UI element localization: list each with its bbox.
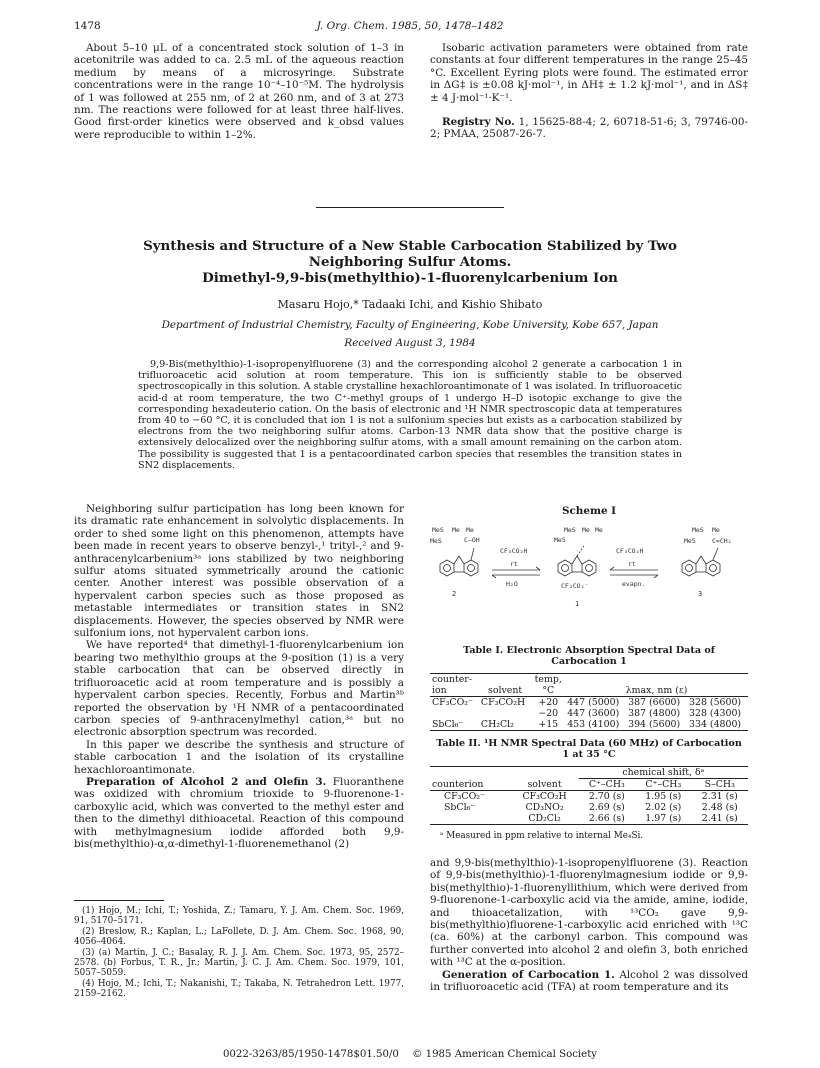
- body-paragraph: We have reported⁴ that dimethyl-1-fluorenylcarbenium ion bearing two methylthio groups at the 9-position (1) is a very stable carbocation that can be observed directly in trifluoroacetic acid at room temperature and is possibly a hypervalent carbon species. Recently, Forbus and Martin³ᵇ reported the observation by ¹H NMR of a pentacoordinated carbon species of 9-anthracenylmethyl cation,³ᵃ but no electronic absorption spectrum was recorded.: [74, 639, 404, 739]
- scheme-label: MeS: [564, 526, 576, 534]
- table-cell: [479, 708, 531, 719]
- cation-1-structure: [558, 546, 596, 576]
- footnotes: [74, 906, 404, 1000]
- body-paragraph: In this paper we describe the synthesis and structure of stable carbocation 1 and the isolation of its crystalline hexachloroantimonate.: [74, 738, 404, 776]
- body-column-left: [74, 503, 404, 850]
- anion-label: CF₃CO₂⁻: [561, 582, 589, 590]
- table-cell: 1.95 (s): [645, 791, 682, 802]
- table-cell: SbCl₆⁻: [444, 802, 476, 813]
- table-cell: 2.02 (s): [645, 802, 682, 813]
- previous-article-right: [430, 42, 748, 141]
- col-header: counter-: [432, 674, 472, 685]
- table-cell: CF₃CO₂⁻: [432, 697, 474, 708]
- body-column-right: [430, 857, 748, 993]
- page-footer: [0, 1049, 820, 1060]
- col-header: [511, 767, 579, 779]
- body-paragraph: [74, 776, 404, 850]
- caption-line: 1 at 35 °C: [562, 749, 616, 761]
- caption-line: Table I. Electronic Absorption Spectral Data of: [463, 645, 715, 656]
- col-header: [565, 674, 748, 686]
- running-header: [74, 20, 746, 34]
- scheme-title: Scheme I: [561, 505, 617, 517]
- table-cell: 447 (5000): [567, 697, 620, 708]
- reagent-label: CF₃CO₂H: [500, 547, 528, 555]
- scheme-label: Me: [595, 526, 603, 534]
- scheme-label: MeS: [684, 537, 696, 545]
- registry-label: Registry No.: [442, 116, 515, 129]
- received-date: Received August 3, 1984: [344, 337, 476, 349]
- table-cell: 2.41 (s): [701, 813, 738, 824]
- table-row: [430, 708, 748, 719]
- col-header: S–CH₃: [704, 779, 735, 790]
- scheme-label: Me: [466, 526, 474, 534]
- title-line: Synthesis and Structure of a New Stable Carbocation Stabilized by Two: [143, 238, 677, 254]
- scheme-label: MeS: [430, 537, 442, 545]
- previous-article-left: [74, 42, 404, 141]
- table-cell: 2.69 (s): [588, 802, 625, 813]
- table-cell: 447 (3600): [567, 708, 620, 719]
- scheme-diagram: [430, 518, 748, 640]
- footnote: (2) Breslow, R.; Kaplan, L.; LaFollete, D. J. Am. Chem. Soc. 1968, 90, 4056–4064.: [74, 926, 404, 948]
- table-cell: 387 (4800): [628, 708, 681, 719]
- table2-caption: [430, 738, 748, 761]
- scheme-label: C–OH: [464, 536, 480, 544]
- affiliation: Department of Industrial Chemistry, Faculty of Engineering, Kobe University, Kobe 657, Japan: [161, 319, 659, 331]
- copyright: © 1985 American Chemical Society: [412, 1049, 598, 1060]
- registry-numbers: [430, 116, 748, 141]
- footnote: (1) Hojo, M.; Ichi, T.; Yoshida, Z.; Tamaru, Y. J. Am. Chem. Soc. 1969, 91, 5170–5171.: [74, 906, 404, 927]
- col-header: temp,: [534, 674, 562, 685]
- abstract-text: 9,9-Bis(methylthio)-1-isopropenylfluorene (3) and the corresponding alcohol 2 generate a carbocation 1 in trifluoroacetic acid solution at room temperature. This ion is sufficiently stable to be observed spectroscopically in this solution. A stable crystalline hexachloroantimonate of 1 was isolated. In trifluoroacetic acid-d at room temperature, the two C⁺-methyl groups of 1 undergo H–D isotopic exchange to give the corresponding hexadeuterio cation. On the basis of electronic and ¹H NMR spectroscopic data at temperatures from 40 to −60 °C, it is concluded that ion 1 is not a sulfonium species but exists as a carbocation stabilized by electrons from the two neighboring sulfur atoms. Carbon-13 NMR data show that the positive charge is extensively delocalized over the neighboring sulfur atoms, with a small amount remaining on the carbon atom. The possibility is suggested that 1 is a pentacoordinated carbon species that resembles the transition states in SN2 displacements.: [138, 359, 683, 471]
- condition-label: rt: [628, 560, 636, 568]
- table-cell: 2.31 (s): [701, 791, 738, 802]
- title-line: Dimethyl-9,9-bis(methylthio)-1-fluorenylcarbenium Ion: [202, 270, 618, 286]
- table-cell: CD₂Cl₂: [528, 813, 561, 824]
- table-cell: CD₃NO₂: [525, 802, 564, 813]
- scheme-label: Me: [582, 526, 590, 534]
- footnote: (3) (a) Martin, J. C.; Basalay, R. J. J. Am. Chem. Soc. 1973, 95, 2572–2578. (b) Forbus, T. R., Jr.; Martin, J. C. J. Am. Chem. Soc. 1979, 101, 5057–5059.: [74, 947, 404, 979]
- reagent-label: H₂O: [506, 580, 518, 588]
- table-row: [430, 719, 748, 731]
- table-cell: 328 (5600): [689, 697, 742, 708]
- article-title: [80, 238, 740, 286]
- table-row: [430, 697, 748, 709]
- caption-line: Carbocation 1: [551, 656, 627, 668]
- table-cell: −20: [538, 708, 559, 719]
- table-cell: [430, 708, 479, 719]
- table1-caption: [430, 645, 748, 668]
- equilibrium-arrows: [492, 567, 540, 578]
- table-cell: 1.97 (s): [645, 813, 682, 824]
- condition-label: evapn.: [622, 580, 646, 588]
- table-row: [430, 791, 748, 803]
- footnote: (4) Hojo, M.; Ichi, T.; Nakanishi, T.; Takaba, N. Tetrahedron Lett. 1977, 2159–2162.: [74, 978, 404, 1000]
- body-paragraph: [430, 969, 748, 994]
- table-cell: CH₂Cl₂: [480, 719, 514, 730]
- table-cell: 328 (4300): [689, 708, 742, 719]
- col-header: C⁺–CH₃: [588, 779, 625, 790]
- col-header: solvent: [488, 685, 523, 696]
- section-text: Fluoranthene was oxidized with chromium trioxide to 9-fluorenone-1-carboxylic acid, which was converted to the methyl ester and then to the dimethyl dithioacetal. Reaction of this compound with methylmagnesium iodide afforded both 9,9-bis(methylthio)-α,α-dimethyl-1-fluorenemethanol (2): [74, 775, 404, 850]
- article-separator: [316, 207, 504, 208]
- table-cell: CF₃CO₂H: [480, 697, 526, 708]
- scheme-label: MeS: [432, 526, 444, 534]
- compound-number: 3: [698, 590, 703, 598]
- footnote-rule: [74, 900, 164, 901]
- table2: [430, 766, 748, 841]
- scheme-label: C=CH₂: [712, 537, 732, 545]
- table-cell: 334 (4800): [689, 719, 742, 730]
- compound-2-structure: [440, 548, 478, 576]
- col-header: [430, 767, 511, 779]
- journal-citation: J. Org. Chem. 1985, 50, 1478–1482: [316, 20, 504, 32]
- abstract: [138, 359, 682, 471]
- table-cell: CF₃CO₂H: [522, 791, 567, 802]
- col-header: ion: [432, 685, 447, 696]
- compound-number: 1: [575, 600, 580, 608]
- reagent-label: CF₃CO₂H: [616, 547, 644, 555]
- article-code: 0022-3263/85/1950-1478$01.50/0: [222, 1049, 399, 1060]
- table-cell: 2.66 (s): [588, 813, 625, 824]
- table-cell: 394 (5600): [628, 719, 681, 730]
- section-heading: Generation of Carbocation 1.: [442, 968, 615, 981]
- col-header: counterion: [432, 778, 484, 790]
- previous-article-text: Isobaric activation parameters were obtained from rate constants at four different temperatures in the range 25–45 °C. Excellent Eyring plots were found. The estimated error in ΔG‡ is ±0.08 kJ·mol⁻¹, in ΔH‡ ± 1.2 kJ·mol⁻¹, and in ΔS‡ ± 4 J·mol⁻¹·K⁻¹.: [430, 42, 748, 104]
- table-cell: [430, 813, 511, 825]
- scheme-label: Me: [452, 526, 460, 534]
- col-header: C⁺–CH₃: [645, 779, 682, 790]
- compound-3-structure: [682, 548, 720, 576]
- body-paragraph: and 9,9-bis(methylthio)-1-isopropenylfluorene (3). Reaction of 9,9-bis(methylthio)-1-fluorenylmagnesium iodide or 9,9-bis(methylthio)-1-fluorenyllithium, which were derived from 9-fluorenone-1-carboxylic acid via the amide, amine, iodide, and thioacetalization, with ¹³CO₂ gave 9,9-bis(methylthio)fluorene-1-carboxylic acid enriched with ¹³C (ca. 60%) at the carbonyl carbon. This compound was further converted into alcohol 2 and olefin 3, both enriched with ¹³C at the α-position.: [430, 857, 748, 969]
- table-row: [430, 802, 748, 813]
- col-header: solvent: [527, 778, 562, 790]
- table-cell: SbCl₆⁻: [432, 719, 464, 730]
- section-heading: Preparation of Alcohol 2 and Olefin 3.: [86, 775, 327, 788]
- equilibrium-arrows: [610, 567, 658, 578]
- page-number: 1478: [74, 20, 101, 32]
- col-header: °C: [542, 685, 555, 696]
- body-paragraph: Neighboring sulfur participation has long been known for its dramatic rate enhancement in solvolytic displacements. In order to shed some light on this phenomenon, attempts have been made in recent years to observe benzyl-,¹ trityl-,² and 9-anthracenylcarbenium³ᵃ ions stabilized by two neighboring sulfur atoms situated symmetrically around the cationic center. Another interest was possible observation of a hypervalent carbon species such as those proposed as metastable intermediates or transition states in SN2 displacements. However, the species observed by NMR were sulfonium ions, not hypervalent carbon ions.: [74, 503, 404, 640]
- table-cell: CF₃CO₂⁻: [444, 791, 486, 802]
- compound-number: 2: [452, 590, 457, 598]
- col-header: chemical shift, δᵃ: [579, 767, 748, 779]
- scheme-label: Me: [712, 526, 720, 534]
- condition-label: rt: [510, 560, 518, 568]
- col-header: λmax, nm (ε): [625, 685, 688, 696]
- section-text: Alcohol 2 was dissolved in trifluoroacetic acid (TFA) at room temperature and its: [430, 968, 748, 994]
- col-header: [479, 674, 531, 686]
- table1: [430, 673, 748, 731]
- table-cell: 387 (6600): [628, 697, 681, 708]
- table-footnote: ᵃ Measured in ppm relative to internal Me₄Si.: [440, 831, 644, 841]
- table-cell: +20: [538, 697, 559, 708]
- caption-line: Table II. ¹H NMR Spectral Data (60 MHz) of Carbocation: [436, 738, 742, 749]
- title-line: Neighboring Sulfur Atoms.: [308, 254, 512, 270]
- table-cell: 2.70 (s): [588, 791, 625, 802]
- table-row: [430, 813, 748, 825]
- authors: Masaru Hojo,* Tadaaki Ichi, and Kishio Shibato: [277, 298, 543, 311]
- table-cell: +15: [538, 719, 559, 730]
- table-cell: 453 (4100): [567, 719, 620, 730]
- previous-article-text: About 5–10 μL of a concentrated stock solution of 1–3 in acetonitrile was added to ca. 2.5 mL of the aqueous reaction medium by means of a microsyringe. Substrate concentrations were in the range 10⁻⁴–10⁻⁵M. The hydrolysis of 1 was followed at 255 nm, of 2 at 260 nm, and of 3 at 273 nm. The reactions were followed for at least three half-lives. Good first-order kinetics were observed and k_obsd values were reproducible to within 1–2%.: [74, 42, 404, 141]
- registry-text: 1, 15625-88-4; 2, 60718-51-6; 3, 79746-00-2; PMAA, 25087-26-7.: [430, 116, 748, 141]
- scheme-label: MeS: [554, 536, 566, 544]
- table-cell: 2.48 (s): [701, 802, 738, 813]
- scheme-label: MeS: [692, 526, 704, 534]
